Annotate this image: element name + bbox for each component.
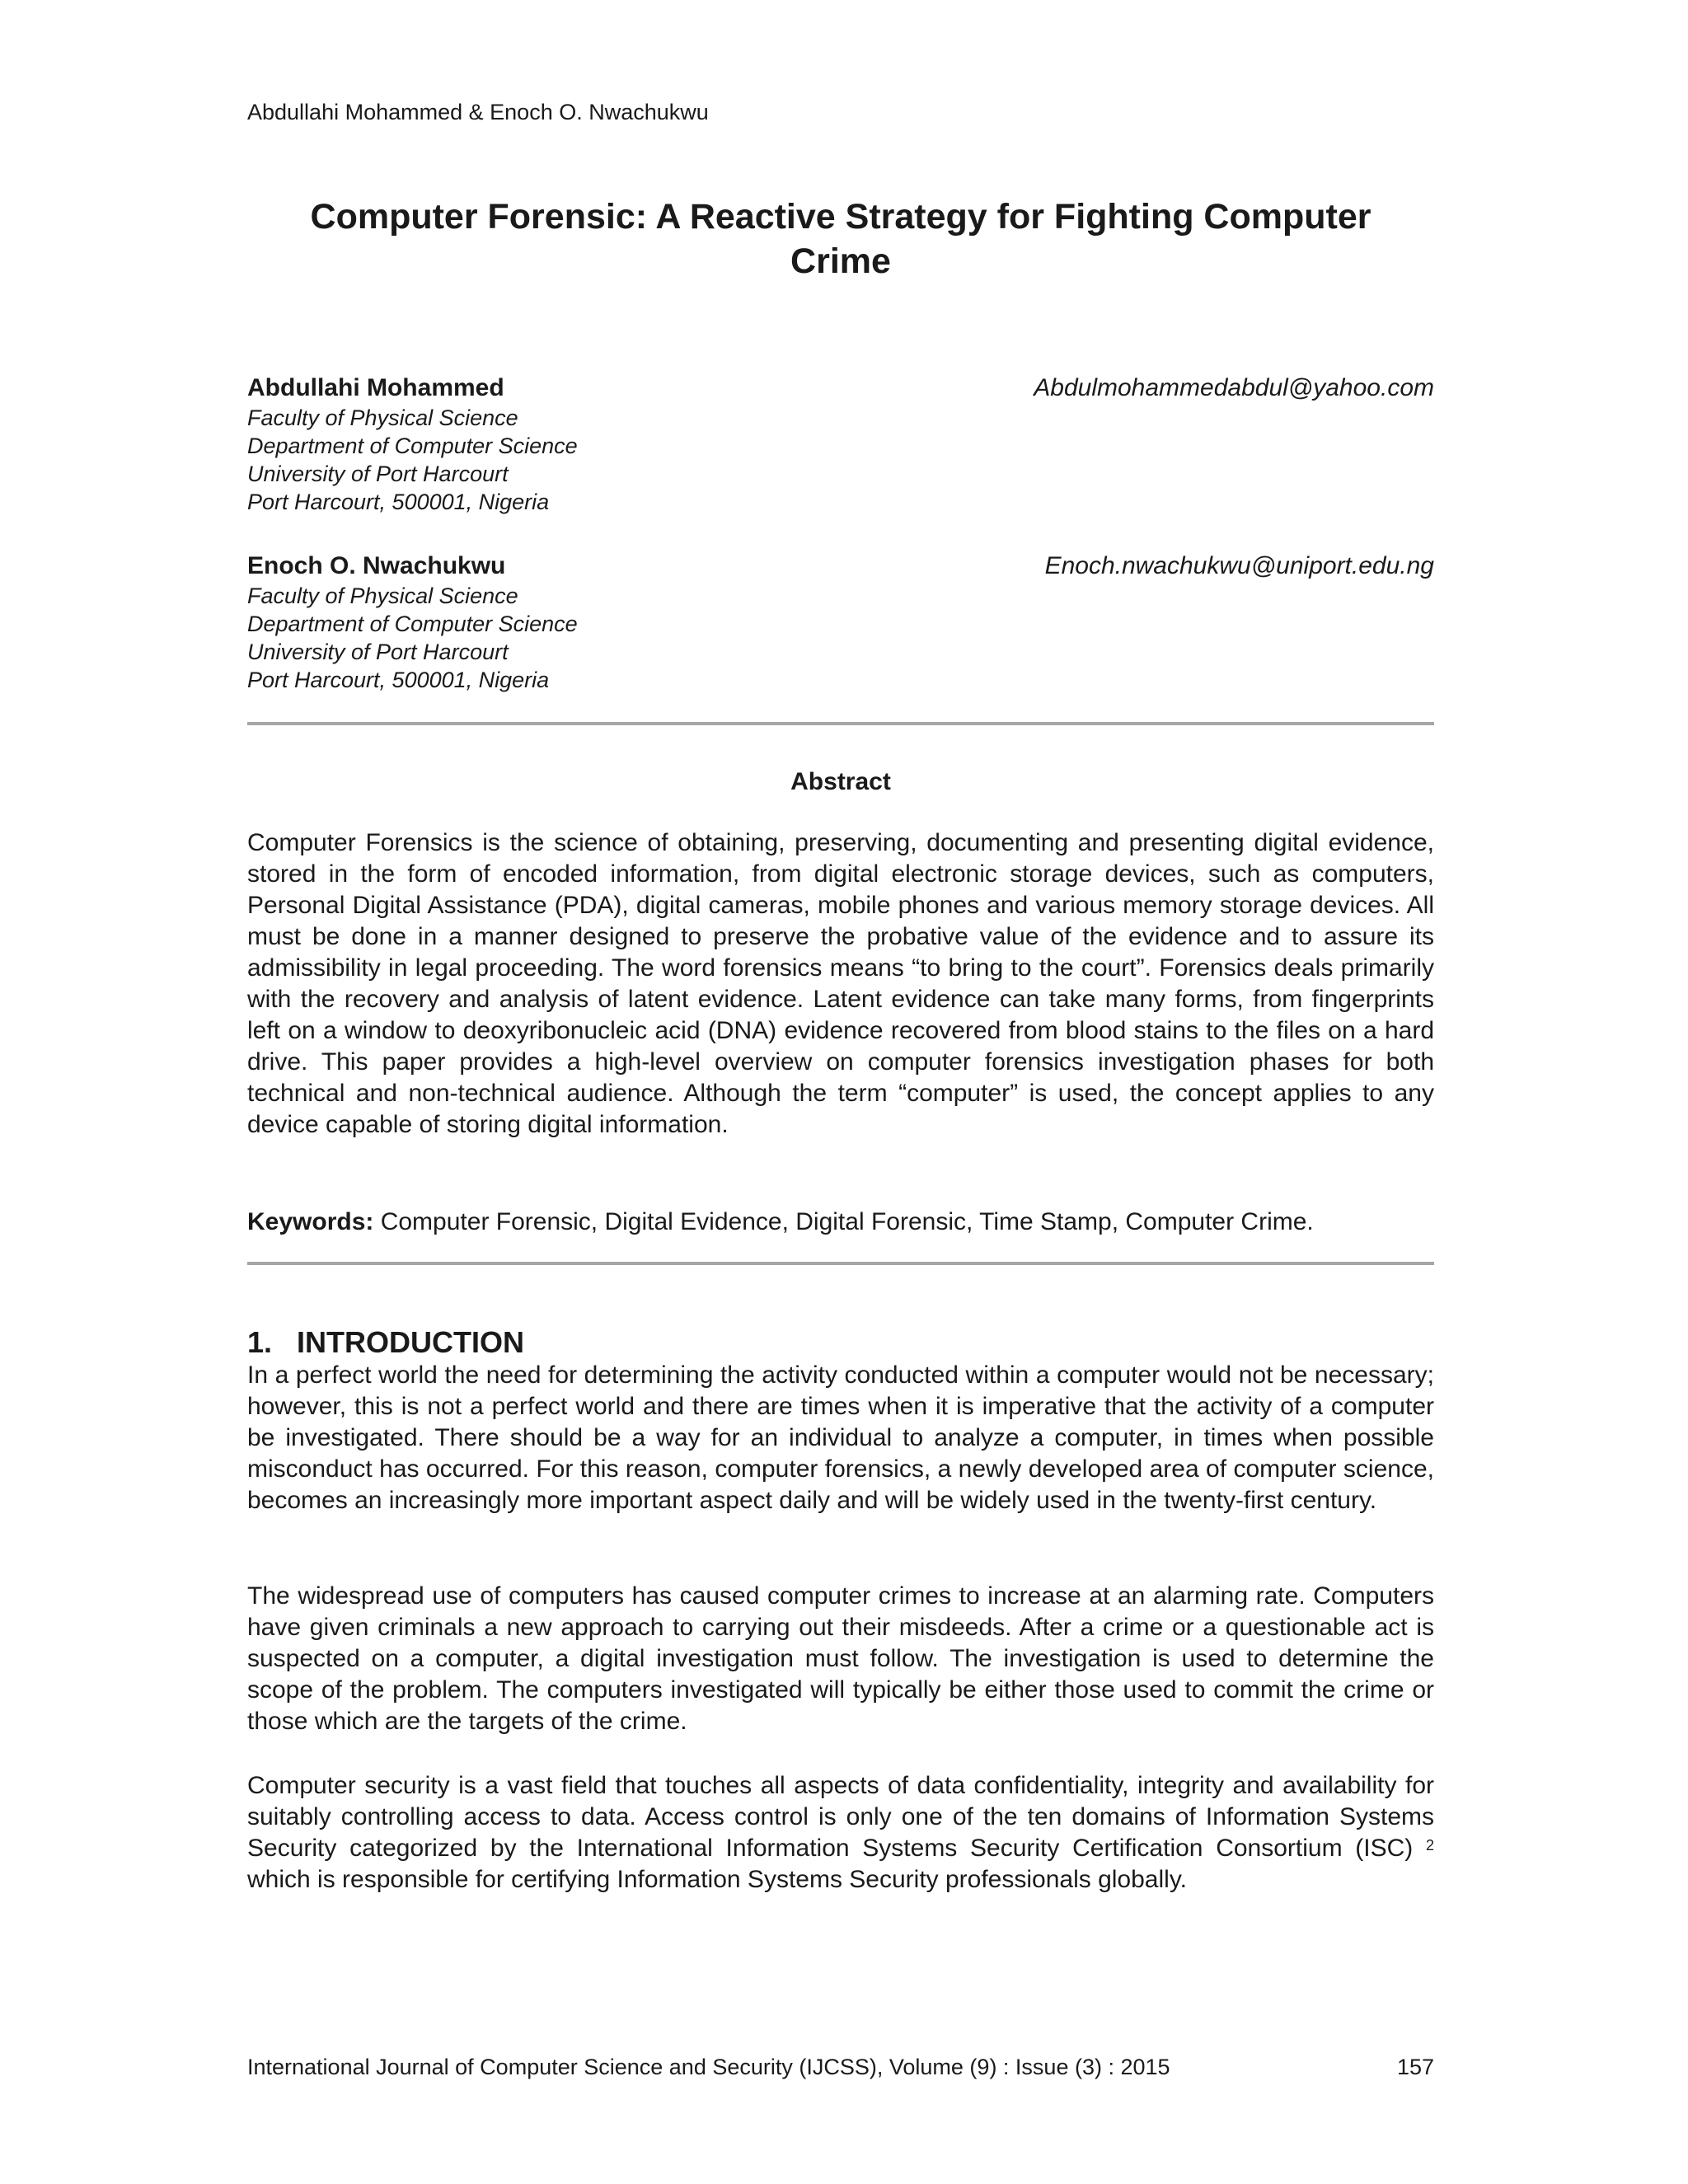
abstract-text: Computer Forensics is the science of obtaining, preserving, documenting and presenting digital evidence, stored in the form of encoded information, from digital electronic storage devices, such as computers, Personal Digital Assistance (PDA), digital cameras, mobile phones and various memory storage devices. All must be done in a manner designed to preserve the probative value of the evidence and to assure its admissibility in legal proceeding. The word forensics means “to bring to the court”. Forensics deals primarily with the recovery and analysis of latent evidence. Latent evidence can take many forms, from fingerprints left on a window to deoxyribonucleic acid (DNA) evidence recovered from blood stains to the files on a hard drive. This paper provides a high-level overview on computer forensics investigation phases for both technical and non-technical audience. Although the term “computer” is used, the concept applies to any device capable of storing digital information.: [247, 829, 1434, 1138]
page-footer: [247, 2052, 1434, 2082]
author-name: Abdullahi Mohammed: [247, 374, 504, 401]
keywords-text: Computer Forensic, Digital Evidence, Digital Forensic, Time Stamp, Computer Crime.: [373, 1208, 1314, 1235]
affiliation-department: Department of Computer Science: [247, 434, 578, 458]
section-heading-introduction: [247, 1325, 524, 1360]
author-block-1: [247, 373, 1434, 516]
author-name: Enoch O. Nwachukwu: [247, 552, 506, 579]
footnote-reference: 2: [1425, 1837, 1434, 1854]
affiliation-faculty: Faculty of Physical Science: [247, 583, 518, 608]
paper-page: [247, 0, 1434, 2184]
affiliation-department: Department of Computer Science: [247, 612, 578, 636]
section-number: 1.: [247, 1325, 273, 1359]
author-block-2: [247, 551, 1434, 694]
intro-paragraph-2: The widespread use of computers has caused computer crimes to increase at an alarming rate. Computers have given criminals a new approach to carrying out their misdeeds. After a crime or a questionable act is suspected on a computer, a digital investigation must follow. The investigation is used to determine the scope of the problem. The computers investigated will typically be either those used to commit the crime or those which are the targets of the crime.: [247, 1582, 1434, 1735]
author-email[interactable]: Abdulmohammedabdul@yahoo.com: [1034, 374, 1434, 401]
title-line-1: Computer Forensic: A Reactive Strategy for Fighting Computer: [310, 197, 1372, 237]
running-header: Abdullahi Mohammed & Enoch O. Nwachukwu: [247, 100, 709, 124]
page-number: 157: [1396, 2055, 1434, 2079]
affiliation-address: Port Harcourt, 500001, Nigeria: [247, 668, 550, 692]
divider-rule: [247, 722, 1434, 725]
intro-paragraph-3-text-end: which is responsible for certifying Information Systems Security professionals globally.: [247, 1866, 1187, 1893]
author-email[interactable]: Enoch.nwachukwu@uniport.edu.ng: [1044, 552, 1434, 579]
title-line-2: Crime: [790, 241, 891, 281]
journal-citation: International Journal of Computer Science and Security (IJCSS), Volume (9) : Issue (3) : 2015: [247, 2055, 1170, 2079]
paper-title: [247, 194, 1434, 284]
divider-rule: [247, 1262, 1434, 1265]
affiliation-faculty: Faculty of Physical Science: [247, 405, 518, 430]
keywords-label: Keywords:: [247, 1208, 374, 1235]
abstract-heading: Abstract: [790, 768, 891, 795]
affiliation-university: University of Port Harcourt: [247, 462, 509, 486]
intro-paragraph-3: [247, 1770, 1434, 1896]
keywords-line: [247, 1207, 1434, 1238]
affiliation-university: University of Port Harcourt: [247, 640, 509, 664]
affiliation-address: Port Harcourt, 500001, Nigeria: [247, 490, 550, 514]
intro-paragraph-1: In a perfect world the need for determining the activity conducted within a computer would not be necessary; however, this is not a perfect world and there are times when it is imperative that the activity of a computer be investigated. There should be a way for an individual to analyze a computer, in times when possible misconduct has occurred. For this reason, computer forensics, a newly developed area of computer science, becomes an increasingly more important aspect daily and will be widely used in the twenty-first century.: [247, 1361, 1434, 1514]
intro-paragraph-3-text: Computer security is a vast field that touches all aspects of data confidentiality, integrity and availability for suitably controlling access to data. Access control is only one of the ten domains of Information Systems Security categorized by the International Information Systems Security Certification Consortium (ISC): [247, 1772, 1434, 1862]
section-title: INTRODUCTION: [297, 1325, 524, 1359]
